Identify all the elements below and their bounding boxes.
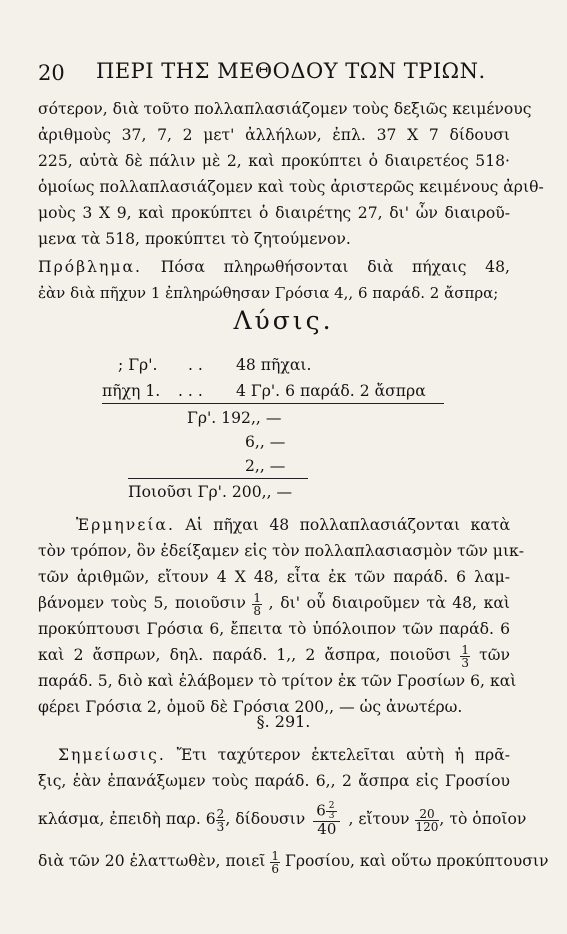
note-line-3 [38, 794, 527, 844]
page-number: 20 [38, 61, 65, 85]
compound-fraction [313, 802, 340, 838]
denominator: 40 [317, 820, 337, 839]
numerator: 1 [253, 590, 262, 605]
section-number: §. 291. [256, 712, 311, 731]
interp-line-2: τὸν τρόπον, ὃν ἐδείξαμεν εἰς τὸν πολλαπλασιασμὸν τῶν μικ- [38, 542, 525, 560]
interp-line-5: προκύπτουσι Γρόσια 6, ἔπειτα τὸ ὑπόλοιπον τῶν παράδ. 6 [38, 620, 510, 638]
calc-row-1-right: 48 πῆχαι. [236, 356, 312, 374]
interp-line-7: παράδ. 5, διὸ καὶ ἐλάβομεν τὸ τρίτον ἐκ τῶν Γροσίων 6, καὶ [38, 672, 517, 690]
denominator: 3 [216, 819, 225, 834]
calc-row-5: 2,, — [245, 457, 286, 475]
note-line-1 [38, 742, 510, 768]
fraction [216, 808, 226, 833]
calc-row-3: Γρ'. 192,, — [187, 409, 282, 427]
calc-row-2-left: πῆχη 1. [102, 382, 161, 400]
interp-text: καὶ 2 ἄσπρων, δηλ. παράδ. 1,, 2 ἄσπρα, ποιοῦσι [38, 646, 452, 664]
interp-text: τῶν [479, 646, 510, 664]
numerator [313, 802, 340, 822]
denominator: 3 [328, 811, 335, 822]
note-text: , εἴτουν [348, 810, 410, 828]
text-line: ὁμοίως πολλαπλασιάζομεν καὶ τοὺς ἀριστερῶς κειμένους ἀριθ- [38, 178, 544, 196]
calc-row-total: Ποιοῦσι Γρ'. 200,, — [128, 483, 293, 501]
denominator: 8 [253, 603, 262, 618]
fraction [270, 850, 280, 875]
interp-line-4 [38, 590, 510, 616]
fraction [415, 808, 440, 833]
running-title: ΠΕΡΙ ΤΗΣ ΜΕΘΟΔΟΥ ΤΩΝ ΤΡΙΩΝ. [96, 59, 486, 83]
calc-row-1-dots: . . [188, 356, 203, 374]
calc-row-2-right: 4 Γρ'. 6 παράδ. 2 ἄσπρα [236, 382, 426, 400]
interp-text: βάνομεν τοὺς 5, ποιοῦσιν [38, 594, 246, 612]
problem-text: Πόσα πληρωθήσονται διὰ πήχαις 48, [160, 258, 510, 276]
numerator: 2 [326, 802, 338, 812]
numerator: 1 [271, 848, 280, 863]
note-text: Γροσίου, καὶ οὕτω προκύπτουσιν [285, 852, 549, 870]
fraction [460, 644, 470, 669]
text-line: σότερον, διὰ τοῦτο πολλαπλασιάζομεν τοὺς δεξιῶς κειμένους [38, 100, 532, 118]
interp-line-3: τῶν ἀριθμῶν, εἴτουν 4 X 48, εἶτα ἐκ τῶν παράδ. 6 λαμ- [38, 568, 510, 586]
denominator: 120 [415, 819, 439, 834]
interp-line-8: φέρει Γρόσια 2, ὁμοῦ δὲ Γρόσια 200,, — ὡς ἀνωτέρω. [38, 698, 463, 716]
text-line: μοὺς 3 X 9, καὶ προκύπτει ὁ διαιρέτης 27, δι' ὧν διαιροῦ- [38, 204, 510, 222]
note-text: κλάσμα, ἐπειδὴ παρ. 6 [38, 810, 216, 828]
calc-rule [128, 478, 308, 479]
page-header [38, 55, 508, 89]
interp-text: Αἱ πῆχαι 48 πολλαπλασιάζονται κατὰ [185, 516, 510, 534]
note-text: , δίδουσιν [225, 810, 306, 828]
calc-row-1-left: ; Γρ'. [118, 356, 158, 374]
numerator: 2 [216, 806, 225, 821]
interp-line-6 [38, 642, 510, 668]
text-line: μενα τὰ 518, προκύπτει τὸ ζητούμενον. [38, 230, 351, 248]
note-text: , τὸ ὁποῖον [439, 810, 527, 828]
text-line: 225, αὐτὰ δὲ πάλιν μὲ 2, καὶ προκύπτει ὁ διαιρετέος 518· [38, 152, 510, 170]
problem-label: Πρόβλημα. [38, 258, 143, 276]
fraction [252, 592, 262, 617]
numerator: 20 [415, 808, 440, 821]
lysis-heading: Λύσις. [233, 306, 334, 335]
note-text: Ἔτι ταχύτερον ἐκτελεῖται αὐτὴ ἡ πρᾶ- [176, 746, 510, 764]
text-line: ἀριθμοὺς 37, 7, 2 μετ' ἀλλήλων, ἐπλ. 37 X 7 δίδουσι [38, 126, 510, 144]
note-label: Σημείωσις. [58, 746, 166, 764]
calc-row-4: 6,, — [245, 433, 286, 451]
denominator: 6 [271, 861, 280, 876]
note-line-2: ξις, ἐὰν ἐπανάξωμεν τοὺς παράδ. 6,, 2 ἄσπρα εἰς Γροσίου [38, 772, 510, 790]
interp-line-1 [38, 512, 510, 538]
fraction [326, 802, 338, 821]
interp-text: , δι' οὗ διαιροῦμεν τὰ 48, καὶ [268, 594, 510, 612]
calc-row-2-dots: . . . [178, 382, 203, 400]
denominator: 3 [461, 655, 469, 670]
problem-line-2: ἐὰν διὰ πῆχυν 1 ἐπληρώθησαν Γρόσια 4,, 6 παράδ. 2 ἄσπρα; [38, 284, 499, 302]
note-text: διὰ τῶν 20 ἐλαττωθὲν, ποιεῖ [38, 852, 266, 870]
problem-line [38, 254, 510, 280]
numerator-whole: 6 [316, 801, 326, 820]
calc-rule [102, 403, 444, 404]
interp-label: Ἑρμηνεία. [76, 516, 175, 534]
numerator: 1 [461, 642, 469, 657]
note-line-4 [38, 848, 549, 876]
